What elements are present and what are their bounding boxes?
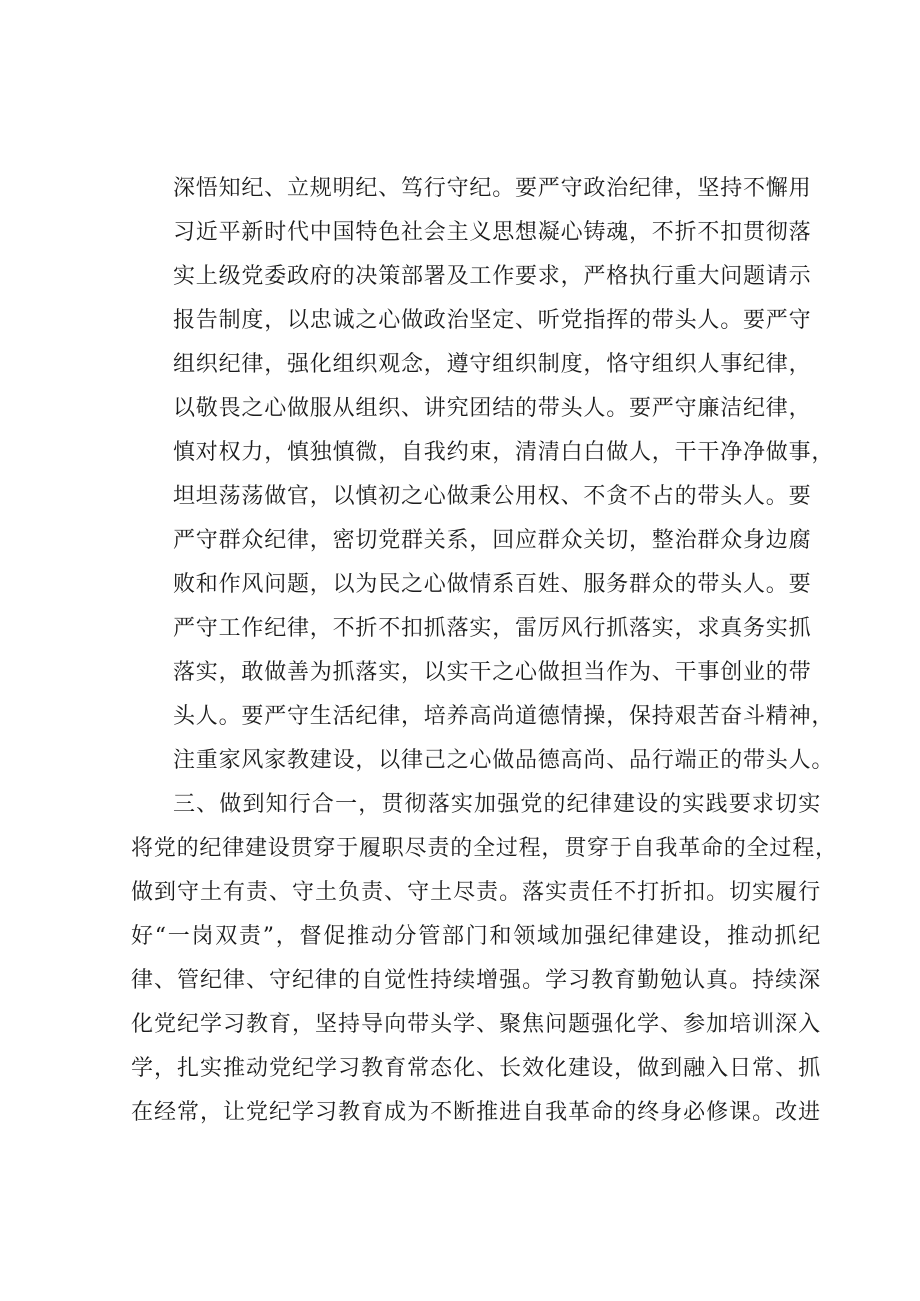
paragraph-continued (173, 167, 835, 783)
text-line: 律、管纪律、守纪律的自觉性持续增强。学习教育勤勉认真。持续深 (131, 968, 821, 993)
text-line: 组织纪律，强化组织观念，遵守组织制度，恪守组织人事纪律， (173, 352, 812, 377)
text-line: 学，扎实推动党纪学习教育常态化、长效化建设，做到融入日常、抓 (131, 1056, 821, 1081)
text-line: 败和作风问题，以为民之心做情系百姓、服务群众的带头人。要 (173, 572, 812, 597)
text-line: 实上级党委政府的决策部署及工作要求，严格执行重大问题请示 (173, 264, 812, 289)
text-line: 注重家风家教建设，以律己之心做品德高尚、品行端正的带头人。 (173, 748, 835, 773)
text-line: 以敬畏之心做服从组织、讲究团结的带头人。要严守廉洁纪律， (173, 396, 812, 421)
text-line: 深悟知纪、立规明纪、笃行守纪。要严守政治纪律，坚持不懈用 (173, 176, 812, 201)
text-line: 头人。要严守生活纪律，培养高尚道德情操，保持艰苦奋斗精神， (173, 704, 835, 729)
text-line: 好“一岗双责”，督促推动分管部门和领域加强纪律建设，推动抓纪 (131, 924, 821, 949)
text-line: 落实，敢做善为抓落实，以实干之心做担当作为、干事创业的带 (173, 660, 812, 685)
text-line: 习近平新时代中国特色社会主义思想凝心铸魂，不折不扣贯彻落 (173, 220, 812, 245)
text-line: 化党纪学习教育，坚持导向带头学、聚焦问题强化学、参加培训深入 (131, 1012, 821, 1037)
text-line: 慎对权力，慎独慎微，自我约束，清清白白做人，干干净净做事， (173, 440, 835, 465)
text-line: 严守群众纪律，密切党群关系，回应群众关切，整治群众身边腐 (173, 528, 812, 553)
text-line: 严守工作纪律，不折不扣抓落实，雷厉风行抓落实，求真务实抓 (173, 616, 812, 641)
text-line: 做到守土有责、守土负责、守土尽责。落实责任不打折扣。切实履行 (131, 880, 821, 905)
text-line: 在经常，让党纪学习教育成为不断推进自我革命的终身必修课。改进 (131, 1100, 821, 1125)
section-heading-line: 三、做到知行合一，贯彻落实加强党的纪律建设的实践要求切实 (173, 792, 821, 817)
text-line: 将党的纪律建设贯穿于履职尽责的全过程，贯穿于自我革命的全过程， (131, 836, 838, 861)
text-line: 报告制度，以忠诚之心做政治坚定、听党指挥的带头人。要严守 (173, 308, 812, 333)
section-three-paragraph (131, 783, 838, 1135)
text-line: 坦坦荡荡做官，以慎初之心做秉公用权、不贪不占的带头人。要 (173, 484, 812, 509)
